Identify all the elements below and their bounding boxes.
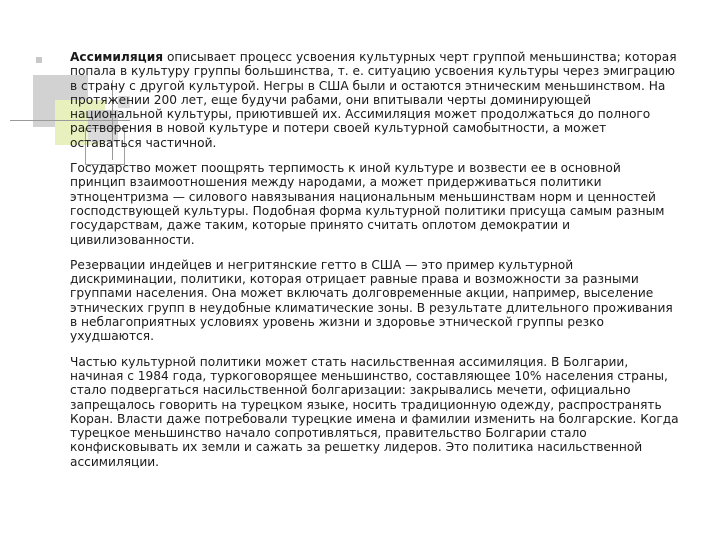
paragraph: Резервации индейцев и негритянские гетто в США — это пример культурной дискриминации, политики, которая отрицает равные права и возможности за разными группами населения. Она может включать долговременные акции, например, выселение этнических групп в неудобные климатические зоны. В результате длительного проживания в неблагоприятных условиях уровень жизни и здоровье этнической группы резко ухудшаются. [70, 257, 673, 344]
bullet-icon [36, 57, 42, 63]
paragraph [70, 50, 680, 150]
paragraph-text: описывает процесс усвоения культурных черт группой меньшинства; которая попала в культуру группы большинства, т. е. ситуацию усвоения культуры через эмиграцию в страну с другой культурой. Негры в США были и остаются этническим меньшинством. На протяжении 200 лет, еще будучи рабами, они впитывали черты доминирующей национальной культуры, приютившей их. Ассимиляция может продолжаться до полного растворения в новой культуре и потери своей культурной самобытности, а может оставаться частичной. [70, 50, 677, 150]
paragraph: Частью культурной политики может стать насильственная ассимиляция. В Болгарии, начиная с 1984 года, туркоговорящее меньшинство, составляющее 10% населения страны, стало подвергаться насильственной болгаризации: закрывались мечети, официально запрещалось говорить на турецком языке, носить традиционную одежду, распространять Коран. Власти даже потребовали турецкие имена и фамилии изменить на болгарские. Когда турецкое меньшинство начало сопротивляться, правительство Болгарии стало конфисковывать их земли и сажать за решетку лидеров. Это политика насильственной ассимиляции. [70, 354, 679, 469]
slide-body-text [70, 50, 680, 480]
paragraph: Государство может поощрять терпимость к иной культуре и возвести ее в основной принцип взаимоотношения между народами, а может придерживаться политики этноцентризма — силового навязывания национальным меньшинствам норм и ценностей господствующей культуры. Подобная форма культурной политики присуща самым разным государствам, даже таким, которые принято считать оплотом демократии и цивилизованности. [70, 161, 665, 247]
term-heading: Ассимиляция [70, 50, 164, 64]
